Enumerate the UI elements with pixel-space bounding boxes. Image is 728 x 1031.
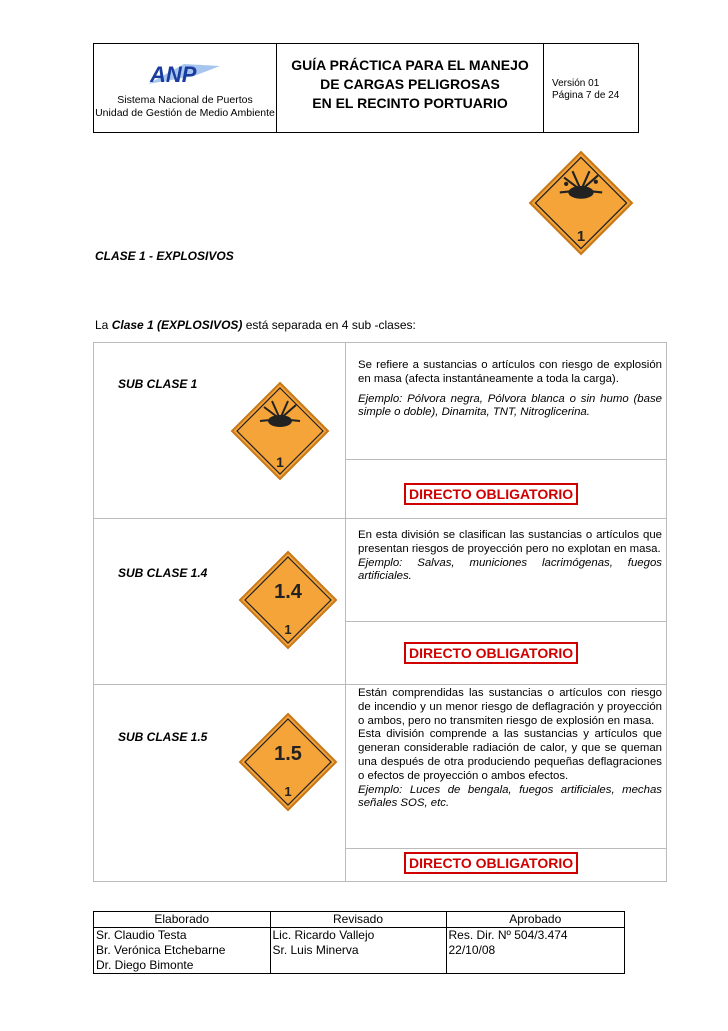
table-row [94,684,666,881]
inner-divider [346,459,666,460]
directo-obligatorio-label: DIRECTO OBLIGATORIO [404,642,578,664]
subclass-table [93,342,667,882]
org-cell [94,44,277,132]
subclass-name: SUB CLASE 1.5 [118,730,208,744]
subclass-name: SUB CLASE 1 [118,377,198,391]
table-row [94,343,666,519]
explosive-1-5-diamond-icon [238,712,338,812]
inner-divider [346,848,666,849]
svg-text:1: 1 [284,622,292,637]
explosive-1-diamond-icon [230,381,330,481]
table-row [94,518,666,685]
doc-title-line1: GUÍA PRÁCTICA PARA EL MANEJO [291,57,529,73]
svg-text:1.4: 1.4 [274,581,302,603]
page-number: Página 7 de 24 [552,90,620,101]
org-name: Sistema Nacional de Puertos [117,94,253,106]
logo-text: ANP [150,62,197,87]
approval-footer [93,911,625,974]
version-text: Versión 01 [552,78,600,89]
svg-text:1: 1 [576,229,586,246]
footer-header-aprobado: Aprobado [446,912,624,928]
doc-title-line3: EN EL RECINTO PORTUARIO [312,95,508,111]
subclass-description: En esta división se clasifican las sustancias o artículos que presentan riesgos de proyección pero no explotan en masa. Ejemplo: Salvas, municiones lacrimógenas, fuegos artificiales. [358,529,662,583]
doc-title-line2: DE CARGAS PELIGROSAS [320,76,500,92]
svg-text:1: 1 [276,454,284,470]
section-title: CLASE 1 - EXPLOSIVOS [95,249,234,263]
explosive-class1-diamond-icon [528,150,634,256]
intro-text: La Clase 1 (EXPLOSIVOS) está separada en 4 sub -clases: [95,318,416,332]
svg-text:1: 1 [284,784,292,799]
document-header [93,43,639,133]
footer-elaborado: Sr. Claudio Testa Br. Verónica Etchebarne Dr. Diego Bimonte [96,928,226,972]
footer-header-elaborado: Elaborado [94,912,270,928]
title-cell [277,44,544,132]
anp-logo [144,58,224,88]
subclass-name: SUB CLASE 1.4 [118,566,208,580]
directo-obligatorio-label: DIRECTO OBLIGATORIO [404,852,578,874]
subclass-description: Se refiere a sustancias o artículos con riesgo de explosión en masa (afecta instantáneamente a toda la carga). Ejemplo: Pólvora negra, Pólvora blanca o sin humo (base simple o doble), Dinamita, TNT, Nitroglicerina. [358,359,662,419]
footer-aprobado: Res. Dir. Nº 504/3.474 22/10/08 [446,928,624,974]
directo-obligatorio-label: DIRECTO OBLIGATORIO [404,483,578,505]
footer-revisado: Lic. Ricardo Vallejo Sr. Luis Minerva [270,928,446,974]
version-cell [544,44,638,132]
footer-header-revisado: Revisado [270,912,446,928]
explosive-1-4-diamond-icon [238,550,338,650]
inner-divider [346,621,666,622]
org-unit: Unidad de Gestión de Medio Ambiente [95,107,275,119]
subclass-description: Están comprendidas las sustancias o artículos con riesgo de incendio y un menor riesgo de deflagración y proyección o ambos, pero no transmiten riesgo de explosión en masa. Esta división comprende a las sustancias y artículos que generan considerable radiación de calor, y que se queman una después de otra produciendo pequeñas deflagraciones o efectos de proyección o ambos efectos. Ejemplo: Luces de bengala, fuegos artificiales, mechas señales SOS, etc. [358,687,662,810]
svg-text:1.5: 1.5 [274,743,302,765]
